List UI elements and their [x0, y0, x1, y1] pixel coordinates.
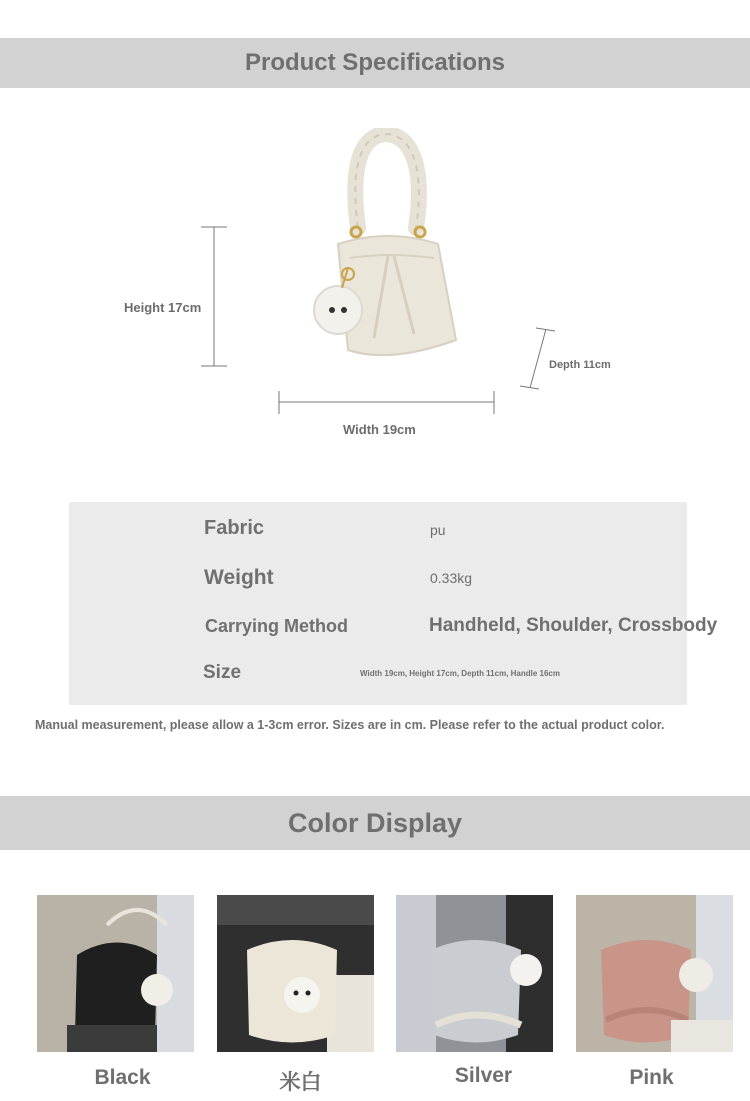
depth-label: Depth 11cm — [549, 359, 611, 371]
spec-label-weight: Weight — [204, 566, 274, 589]
spec-value-fabric: pu — [430, 522, 446, 538]
spec-value-weight: 0.33kg — [430, 570, 473, 586]
height-dimension-line — [200, 226, 228, 368]
color-swatch-pink[interactable] — [576, 895, 733, 1052]
color-label-pink: Pink — [629, 1066, 674, 1089]
color-label-silver: Silver — [454, 1064, 513, 1087]
spec-label-fabric: Fabric — [204, 517, 265, 539]
spec-value-size: Width 19cm, Height 17cm, Depth 11cm, Handle 16cm — [360, 669, 560, 678]
spec-label-size: Size — [203, 662, 242, 683]
spec-label-carrying-method: Carrying Method — [205, 616, 349, 636]
product-specifications-banner — [0, 38, 750, 88]
width-dimension-line — [278, 390, 496, 416]
color-swatch-silver[interactable] — [396, 895, 553, 1052]
main-product-image — [290, 128, 470, 368]
color-swatch-ivory[interactable] — [217, 895, 374, 1052]
spec-value-carrying-method: Handheld, Shoulder, Crossbody — [429, 615, 718, 636]
color-label-black: Black — [94, 1066, 151, 1089]
measurement-note: Manual measurement, please allow a 1-3cm error. Sizes are in cm. Please refer to the actual product color. — [35, 718, 665, 732]
color-display-banner — [0, 796, 750, 850]
section-title: Product Specifications — [244, 49, 506, 76]
height-label: Height 17cm — [124, 300, 202, 315]
color-swatch-black[interactable] — [37, 895, 194, 1052]
color-label-ivory: 米白 — [279, 1071, 322, 1094]
width-label: Width 19cm — [343, 422, 416, 437]
section-title: Color Display — [287, 807, 463, 838]
